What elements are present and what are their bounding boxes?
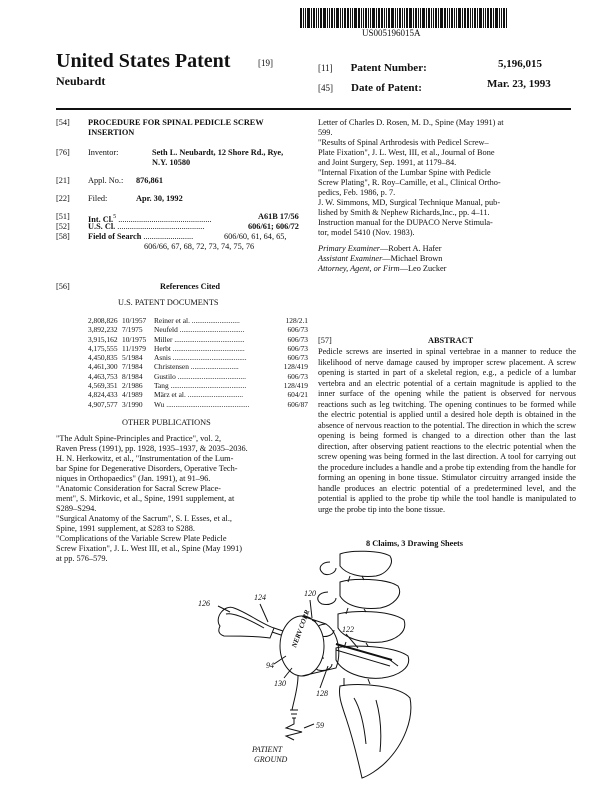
- publication-line: pedics, Feb. 1986, p. 7.: [318, 188, 396, 197]
- patent-num: 4,463,753: [88, 371, 118, 381]
- barcode-bar: [449, 8, 450, 28]
- field-of-search-value-2: 606/66, 67, 68, 72, 73, 74, 75, 76: [144, 242, 255, 251]
- patient-ground-label-2: GROUND: [254, 755, 288, 764]
- barcode-bar: [426, 8, 427, 28]
- barcode-bar: [363, 8, 364, 28]
- patent-cls: 606/73: [287, 325, 308, 335]
- barcode-bar: [391, 8, 394, 28]
- barcode-bar: [447, 8, 448, 28]
- publication-line: ment", S. Mirkovic, et al., Spine, 1991 supplement, at: [56, 494, 235, 503]
- barcode-bar: [352, 8, 353, 28]
- barcode-bar: [316, 8, 317, 28]
- publication-line: at pp. 576–579.: [56, 554, 108, 563]
- barcode-bar: [313, 8, 315, 28]
- barcode-bar: [327, 8, 328, 28]
- barcode-bar: [433, 8, 434, 28]
- patent-number-value: 5,196,015: [498, 58, 542, 70]
- barcode-bar: [354, 8, 357, 28]
- table-row: [88, 335, 308, 344]
- barcode-bar: [331, 8, 333, 28]
- barcode-bar: [420, 8, 421, 28]
- patent-number-row: [318, 58, 427, 76]
- patent-date: 2/1986: [122, 381, 143, 391]
- us-cl-dots: ..........................................: [115, 222, 205, 231]
- inventor-surname: Neubardt: [56, 74, 106, 88]
- publication-line: "The Adult Spine-Principles and Practice", vol. 2,: [56, 434, 222, 443]
- page-title: United States Patent: [56, 50, 231, 72]
- appl-no-value: 876,861: [136, 176, 163, 185]
- patent-name: Neufeld ...................................: [154, 325, 245, 335]
- int-cl-label: Int. Cl.: [88, 214, 114, 224]
- field-58-code: [58]: [56, 232, 70, 241]
- barcode-bar: [428, 8, 430, 28]
- patent-num: 4,461,300: [88, 362, 118, 372]
- sacrum: [339, 685, 410, 779]
- barcode-bar: [415, 8, 417, 28]
- field-of-search-value: 606/60, 61, 64, 65,: [224, 232, 287, 241]
- barcode-bar: [472, 8, 473, 28]
- publication-line: "Complications of the Variable Screw Plate Pedicle: [56, 534, 227, 543]
- patent-num: 3,915,162: [88, 334, 118, 344]
- label-59: 59: [316, 721, 324, 730]
- publication-line: "Internal Fixation of the Lumbar Spine with Pedicle: [318, 168, 491, 177]
- patent-cls: 606/87: [287, 399, 308, 409]
- label-126: 126: [198, 599, 210, 608]
- barcode-bar: [458, 8, 461, 28]
- patient-ground-label-1: PATIENT: [252, 745, 283, 754]
- barcode-bar: [347, 8, 349, 28]
- publication-line: Plate Fixation", J. L. West, III, et al., Journal of Bone: [318, 148, 495, 157]
- patent-name: Christensen ..........................: [154, 362, 239, 372]
- patent-name: Herbt .......................................: [154, 343, 245, 353]
- barcode-bar: [456, 8, 457, 28]
- barcode-bar: [435, 8, 437, 28]
- publication-line: "Surgical Anatomy of the Sacrum", S. I. Esses, et al.,: [56, 514, 232, 523]
- other-publications-heading: OTHER PUBLICATIONS: [122, 418, 211, 427]
- patent-cls: 604/21: [287, 390, 308, 400]
- patent-number-code: [11]: [318, 63, 333, 73]
- patent-cls: 606/73: [287, 371, 308, 381]
- barcode-bar: [368, 8, 369, 28]
- publication-line: Screw Fixation", J. L. West III, et al., Spine (May 1991): [56, 544, 242, 553]
- patent-date: 7/1984: [122, 362, 143, 372]
- examiners-block: [318, 244, 576, 274]
- barcode-bar: [462, 8, 463, 28]
- barcode-bar: [506, 8, 507, 28]
- barcode-bar: [318, 8, 319, 28]
- barcode-bar: [470, 8, 471, 28]
- examiner-name: —Robert A. Hafer: [379, 244, 442, 253]
- int-cl-dots: .............................................: [116, 214, 212, 224]
- patent-date: 7/1975: [122, 325, 143, 335]
- barcode-bar: [444, 8, 446, 28]
- table-row: [88, 381, 308, 390]
- patent-num: 2,808,826: [88, 316, 118, 325]
- table-row: [88, 316, 308, 325]
- barcode-bar: [409, 8, 412, 28]
- us-patent-documents-heading: U.S. PATENT DOCUMENTS: [118, 298, 219, 307]
- patent-name: Wu .............................................: [154, 399, 250, 409]
- barcode-bar: [344, 8, 346, 28]
- examiner-name: —Leo Zucker: [399, 264, 447, 273]
- barcode-bar: [483, 8, 484, 28]
- examiner-line: [318, 264, 576, 274]
- publication-line: "Results of Spinal Arthrodesis with Pedicel Screw–: [318, 138, 489, 147]
- barcode-bar: [404, 8, 405, 28]
- patent-num: 4,450,835: [88, 353, 118, 363]
- patent-name: Reiner et al. ..........................: [154, 316, 240, 325]
- publication-line: H. N. Herkowitz, et al., "Instrumentation of the Lum-: [56, 454, 234, 463]
- us-cl-row: [88, 222, 204, 232]
- table-row: [88, 344, 308, 353]
- barcode-bar: [361, 8, 362, 28]
- table-row: [88, 390, 308, 399]
- barcode-bar: [464, 8, 466, 28]
- date-value: Mar. 23, 1993: [487, 78, 551, 90]
- label-124: 124: [254, 593, 266, 602]
- barcode-bar: [422, 8, 425, 28]
- barcode-bar: [334, 8, 335, 28]
- publication-line: Instruction manual for the DUPACO Nerve Stimula-: [318, 218, 493, 227]
- barcode-bar: [376, 8, 377, 28]
- publication-line: Spine, 1991 supplement, at S283 to S288.: [56, 524, 195, 533]
- patent-date: 11/1979: [122, 343, 146, 353]
- publication-line: Raven Press (1991), pp. 1928, 1935–1937, & 2035–2036.: [56, 444, 248, 453]
- examiner-role: Primary Examiner: [318, 244, 380, 253]
- int-cl-value: A61B 17/56: [258, 212, 299, 221]
- patent-date: 10/1975: [122, 334, 147, 344]
- patent-name: Asnis ........................................: [154, 353, 247, 363]
- publication-line: J. W. Simmons, MD, Surgical Technique Manual, pub-: [318, 198, 501, 207]
- title-code: [19]: [258, 58, 273, 68]
- patent-name: Tang .........................................: [154, 381, 247, 391]
- examiner-role: Assistant Examiner: [318, 254, 383, 263]
- barcode-bar: [490, 8, 492, 28]
- vertebra-4: [336, 646, 409, 678]
- barcode-bar: [311, 8, 312, 28]
- publication-line: tor, model 5410 (Nov. 1983).: [318, 228, 415, 237]
- table-row: [88, 362, 308, 371]
- patent-name: März et al. ..............................: [154, 390, 244, 400]
- document-number: US005196015A: [362, 28, 421, 38]
- vertebra-1: [340, 551, 391, 576]
- publication-line: S289–S294.: [56, 504, 97, 513]
- patent-num: 4,569,351: [88, 381, 118, 391]
- barcode-bar: [454, 8, 455, 28]
- field-22-code: [22]: [56, 194, 70, 203]
- header-rule: [56, 108, 571, 110]
- publication-line: 599.: [318, 128, 333, 137]
- barcode: [300, 8, 510, 28]
- patent-cls: 606/73: [287, 343, 308, 353]
- barcode-bar: [358, 8, 360, 28]
- barcode-bar: [378, 8, 380, 28]
- vertebra-2: [340, 579, 400, 608]
- patent-date: 10/1957: [122, 316, 147, 325]
- patent-documents-table: [88, 316, 308, 409]
- patent-name: Gustilo .....................................: [154, 371, 246, 381]
- barcode-bar: [323, 8, 326, 28]
- barcode-bar: [303, 8, 304, 28]
- barcode-bar: [499, 8, 500, 28]
- barcode-bar: [388, 8, 390, 28]
- barcode-bar: [386, 8, 387, 28]
- us-cl-label: U.S. Cl.: [88, 222, 116, 231]
- barcode-bar: [365, 8, 367, 28]
- barcode-bar: [440, 8, 443, 28]
- table-row: [88, 372, 308, 381]
- publication-line: lished by Smith & Nephew Richards,Inc., pp. 4–11.: [318, 208, 490, 217]
- barcode-bar: [381, 8, 383, 28]
- table-row: [88, 400, 308, 409]
- barcode-bar: [342, 8, 343, 28]
- label-128: 128: [316, 689, 328, 698]
- patent-num: 4,175,555: [88, 343, 118, 353]
- patent-date: 5/1984: [122, 353, 143, 363]
- examiner-role: Attorney, Agent, or Firm: [318, 264, 400, 273]
- patent-date: 4/1989: [122, 390, 143, 400]
- date-of-patent-row: [318, 78, 422, 96]
- barcode-bar: [438, 8, 439, 28]
- patent-num: 4,907,577: [88, 399, 118, 409]
- barcode-bar: [431, 8, 432, 28]
- inventor-address-1: Seth L. Neubardt, 12 Shore Rd., Rye,: [152, 148, 284, 157]
- barcode-bar: [397, 8, 398, 28]
- invention-title: PROCEDURE FOR SPINAL PEDICLE SCREW INSERTION: [88, 118, 264, 137]
- publication-line: "Anatomic Consideration for Sacral Screw Place-: [56, 484, 221, 493]
- patent-number-label: Patent Number:: [350, 62, 427, 74]
- publication-line: Screw Plating", R. Roy–Camille, et al., Clinical Ortho-: [318, 178, 501, 187]
- field-51-code: [51]: [56, 212, 70, 221]
- field-of-search-dots: ........................: [141, 232, 194, 241]
- barcode-bar: [329, 8, 330, 28]
- barcode-bar: [487, 8, 489, 28]
- patent-date: 8/1984: [122, 371, 143, 381]
- barcode-bar: [340, 8, 341, 28]
- label-130: 130: [274, 679, 286, 688]
- barcode-bar: [300, 8, 302, 28]
- examiner-line: [318, 244, 576, 254]
- examiner-line: [318, 254, 576, 264]
- field-76-code: [76]: [56, 148, 70, 157]
- appl-no-label: Appl. No.:: [88, 176, 124, 185]
- barcode-bar: [372, 8, 375, 28]
- label-94: 94: [266, 661, 274, 670]
- patent-date: 3/1990: [122, 399, 143, 409]
- field-56-code: [56]: [56, 282, 70, 291]
- claims-summary: 8 Claims, 3 Drawing Sheets: [366, 539, 464, 548]
- filed-value: Apr. 30, 1992: [136, 194, 183, 203]
- barcode-bar: [384, 8, 385, 28]
- label-122: 122: [342, 625, 354, 634]
- patent-num: 3,892,232: [88, 325, 118, 335]
- barcode-bar: [370, 8, 371, 28]
- publication-line: bar Spine for Degenerative Disorders, Operative Tech-: [56, 464, 238, 473]
- barcode-bar: [493, 8, 494, 28]
- table-row: [88, 325, 308, 334]
- device-label: NERV CORR: [290, 608, 312, 649]
- field-of-search-row: [88, 232, 193, 242]
- field-57-code: [57]: [318, 336, 332, 345]
- int-cl-superscript: 5: [113, 214, 117, 220]
- patent-cls: 606/73: [287, 353, 308, 363]
- examiner-name: —Michael Brown: [382, 254, 443, 263]
- date-label: Date of Patent:: [351, 82, 422, 94]
- barcode-bar: [467, 8, 469, 28]
- barcode-bar: [474, 8, 476, 28]
- barcode-bar: [350, 8, 351, 28]
- us-cl-value: 606/61; 606/72: [248, 222, 299, 231]
- field-54-code: [54]: [56, 118, 70, 127]
- patent-drawing: [190, 548, 450, 788]
- abstract-text: Pedicle screws are inserted in spinal vertebrae in a manner to reduce the likelihood of nerve damage caused by improper screw placement. A screw opening is started in part of a skeletal region, e.g., a pedicle of a lumbar vertebra and an electric potential of a certain magnitude is applied to the inner surface of the opening while the patient is observed for nervous reactions such as leg twitching. The opening continues to be formed while the electric potential is applied until a desired hole depth is obtained in the absence of nervous reaction to the potential. The direction in which the screw opening is being formed is changed to a direction other than the last direction, after observing patient reactions to the electric potential when the screw opening was being formed in the last direction. A tool for carrying out the procedure includes a handle and a probe tip extending from the handle for forming an opening in bone tissue. Stimulator circuitry arranged inside the handle produces an electric potential of a predetermined level, and the potential is applied to the probe tip while the tool handle is manipulated to urge the probe tip into the bone tissue.: [318, 347, 576, 514]
- barcode-bar: [399, 8, 401, 28]
- publication-line: niques in Orthopaedics" (Jan. 1991), at 91–96.: [56, 474, 211, 483]
- other-publications-list: [56, 434, 306, 564]
- barcode-bar: [336, 8, 339, 28]
- patent-num: 4,824,433: [88, 390, 118, 400]
- barcode-bar: [305, 8, 306, 28]
- barcode-bar: [402, 8, 403, 28]
- field-52-code: [52]: [56, 222, 70, 231]
- patent-cls: 128/419: [283, 362, 308, 372]
- barcode-bar: [406, 8, 408, 28]
- patent-cls: 128/2.1: [285, 316, 308, 325]
- abstract-heading: ABSTRACT: [428, 336, 474, 345]
- patent-name: Miller ......................................: [154, 334, 245, 344]
- barcode-bar: [395, 8, 396, 28]
- barcode-bar: [307, 8, 310, 28]
- publication-line: and Joint Surgery, Sep. 1991, at 1179–84.: [318, 158, 457, 167]
- publication-line: Letter of Charles D. Rosen, M. D., Spine (May 1991) at: [318, 118, 504, 127]
- patent-cls: 606/73: [287, 334, 308, 344]
- date-code: [45]: [318, 83, 333, 93]
- table-row: [88, 353, 308, 362]
- barcode-bar: [501, 8, 502, 28]
- field-21-code: [21]: [56, 176, 70, 185]
- barcode-bar: [320, 8, 322, 28]
- label-120: 120: [304, 589, 316, 598]
- barcode-bar: [451, 8, 453, 28]
- other-publications-continued: [318, 118, 576, 238]
- barcode-bar: [418, 8, 419, 28]
- barcode-bar: [413, 8, 414, 28]
- barcode-bar: [477, 8, 478, 28]
- barcode-bar: [503, 8, 505, 28]
- patent-cls: 128/419: [283, 381, 308, 391]
- tool-handle: [218, 607, 274, 638]
- filed-label: Filed:: [88, 194, 108, 203]
- inventor-address-2: N.Y. 10580: [152, 158, 191, 167]
- barcode-bar: [495, 8, 498, 28]
- barcode-bar: [485, 8, 486, 28]
- inventor-label: Inventor:: [88, 148, 119, 157]
- barcode-bar: [479, 8, 482, 28]
- field-of-search-label: Field of Search: [88, 232, 142, 241]
- references-cited-heading: References Cited: [160, 282, 220, 291]
